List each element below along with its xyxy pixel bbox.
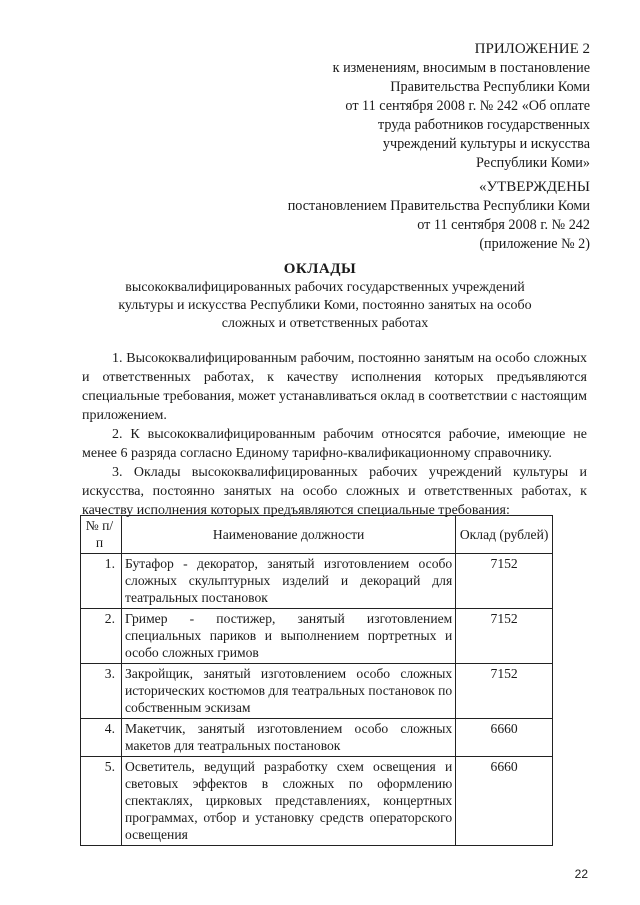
row-salary: 7152 — [456, 664, 553, 719]
appendix-header — [333, 40, 590, 173]
row-position: Бутафор - декоратор, занятый изготовлением особо сложных скульптурных изделий и декораций для театральных постановок — [122, 554, 456, 609]
row-salary: 7152 — [456, 609, 553, 664]
row-num: 3. — [81, 664, 122, 719]
approved-line: от 11 сентября 2008 г. № 242 — [417, 217, 590, 233]
header-salary: Оклад (рублей) — [456, 516, 553, 554]
paragraph-1: 1. Высококвалифицированным рабочим, постоянно занятым на особо сложных и ответственных работах, к качеству исполнения которых предъявляются специальные требования, может устанавливаться оклад в соответствии с настоящим приложением. — [82, 351, 587, 423]
subtitle-line: сложных и ответственных работах — [221, 316, 429, 331]
appendix-line: труда работников государственных — [377, 117, 590, 133]
approved-line: (приложение № 2) — [479, 236, 590, 252]
appendix-line: Правительства Республики Коми — [390, 79, 590, 95]
row-num: 4. — [81, 719, 122, 757]
approved-block — [288, 178, 590, 254]
table-header-row — [81, 516, 553, 554]
header-num: № п/п — [81, 516, 122, 554]
row-position: Осветитель, ведущий разработку схем освещения и световых эффектов в сложных по оформлению спектаклях, цирковых представлениях, концертных программах, отбор и установку средств операторского освещения — [122, 757, 456, 846]
document-subtitle — [100, 279, 550, 333]
row-salary: 6660 — [456, 719, 553, 757]
approved-title: «УТВЕРЖДЕНЫ — [478, 179, 590, 195]
approved-line: постановлением Правительства Республики Коми — [287, 198, 590, 214]
table-row — [81, 664, 553, 719]
row-num: 2. — [81, 609, 122, 664]
row-num: 5. — [81, 757, 122, 846]
appendix-title: ПРИЛОЖЕНИЕ 2 — [474, 41, 590, 57]
document-title: ОКЛАДЫ — [283, 261, 357, 277]
appendix-line: Республики Коми» — [476, 155, 590, 171]
paragraph-3: 3. Оклады высококвалифицированных рабочих учреждений культуры и искусства, постоянно занятых на особо сложных и ответственных работах, к качеству исполнения которых предъявляются специальные требования: — [82, 465, 587, 518]
salary-table — [80, 515, 553, 846]
body-text — [82, 349, 587, 520]
row-position: Гример - постижер, занятый изготовлением специальных париков и выполнением портретных и особо сложных гримов — [122, 609, 456, 664]
row-num: 1. — [81, 554, 122, 609]
table-row — [81, 757, 553, 846]
appendix-line: учреждений культуры и искусства — [382, 136, 590, 152]
row-position: Макетчик, занятый изготовлением особо сложных макетов для театральных постановок — [122, 719, 456, 757]
table-row — [81, 554, 553, 609]
subtitle-line: культуры и искусства Республики Коми, постоянно занятых на особо — [118, 298, 532, 313]
page-number: 22 — [574, 867, 588, 881]
row-salary: 6660 — [456, 757, 553, 846]
table-row — [81, 719, 553, 757]
paragraph-2: 2. К высококвалифицированным рабочим относятся рабочие, имеющие не менее 6 разряда согласно Единому тарифно-квалификационному справочнику. — [82, 427, 587, 461]
subtitle-line: высококвалифицированных рабочих государственных учреждений — [125, 280, 525, 295]
appendix-line: к изменениям, вносимым в постановление — [332, 60, 590, 76]
header-position: Наименование должности — [122, 516, 456, 554]
table-row — [81, 609, 553, 664]
appendix-line: от 11 сентября 2008 г. № 242 «Об оплате — [345, 98, 590, 114]
row-salary: 7152 — [456, 554, 553, 609]
row-position: Закройщик, занятый изготовлением особо сложных исторических костюмов для театральных постановок по собственным эскизам — [122, 664, 456, 719]
